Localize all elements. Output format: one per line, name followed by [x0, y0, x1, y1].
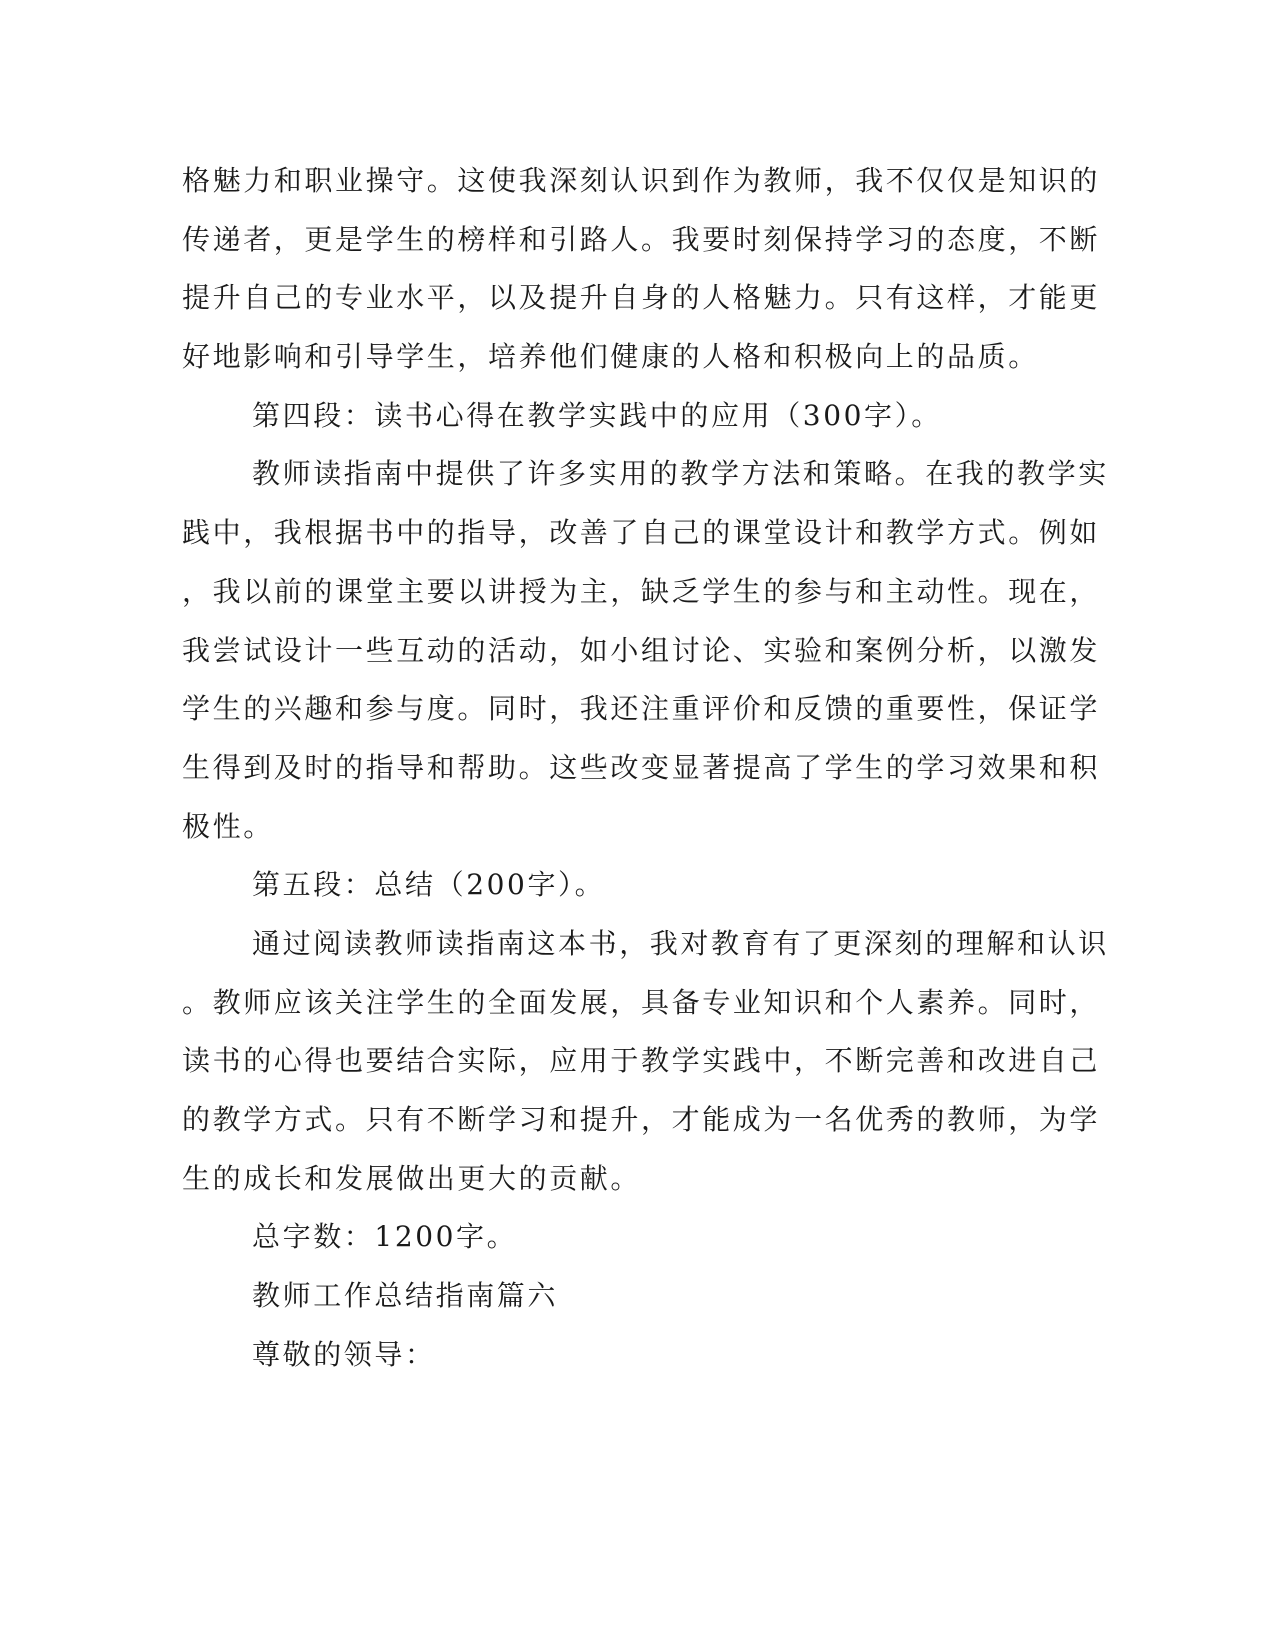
- text-line: 践中，我根据书中的指导，改善了自己的课堂设计和教学方式。例如: [182, 516, 1101, 550]
- text-line: 我尝试设计一些互动的活动，如小组讨论、实验和案例分析，以激发: [182, 633, 1101, 667]
- text-line: 极性。: [182, 809, 274, 843]
- text-line: 提升自己的专业水平，以及提升自身的人格魅力。只有这样，才能更: [182, 281, 1101, 315]
- text-line: 学生的兴趣和参与度。同时，我还注重评价和反馈的重要性，保证学: [182, 692, 1101, 726]
- section-heading: 第五段：总结（200字）。: [252, 868, 606, 902]
- text-line: 生的成长和发展做出更大的贡献。: [182, 1161, 642, 1195]
- text-line: 通过阅读教师读指南这本书，我对教育有了更深刻的理解和认识: [252, 926, 1109, 960]
- text-line: 好地影响和引导学生，培养他们健康的人格和积极向上的品质。: [182, 340, 1039, 374]
- text-line: 格魅力和职业操守。这使我深刻认识到作为教师，我不仅仅是知识的: [182, 164, 1101, 197]
- text-line: ，我以前的课堂主要以讲授为主，缺乏学生的参与和主动性。现在，: [182, 574, 1101, 608]
- text-line: 生得到及时的指导和帮助。这些改变显著提高了学生的学习效果和积: [182, 750, 1101, 784]
- text-line: 传递者，更是学生的榜样和引路人。我要时刻保持学习的态度，不断: [182, 222, 1101, 256]
- document-body: [182, 152, 1109, 1384]
- article-title: 教师工作总结指南篇六: [252, 1279, 559, 1313]
- text-line: 教师读指南中提供了许多实用的教学方法和策略。在我的教学实: [252, 457, 1109, 491]
- text-line: 的教学方式。只有不断学习和提升，才能成为一名优秀的教师，为学: [182, 1103, 1101, 1136]
- section-heading: 第四段：读书心得在教学实践中的应用（300字）。: [252, 398, 942, 432]
- text-line: 。教师应该关注学生的全面发展，具备专业知识和个人素养。同时，: [182, 985, 1101, 1019]
- word-count: 总字数：1200字。: [252, 1220, 518, 1254]
- salutation: 尊敬的领导：: [252, 1337, 436, 1371]
- text-line: 读书的心得也要结合实际，应用于教学实践中，不断完善和改进自己: [182, 1044, 1101, 1078]
